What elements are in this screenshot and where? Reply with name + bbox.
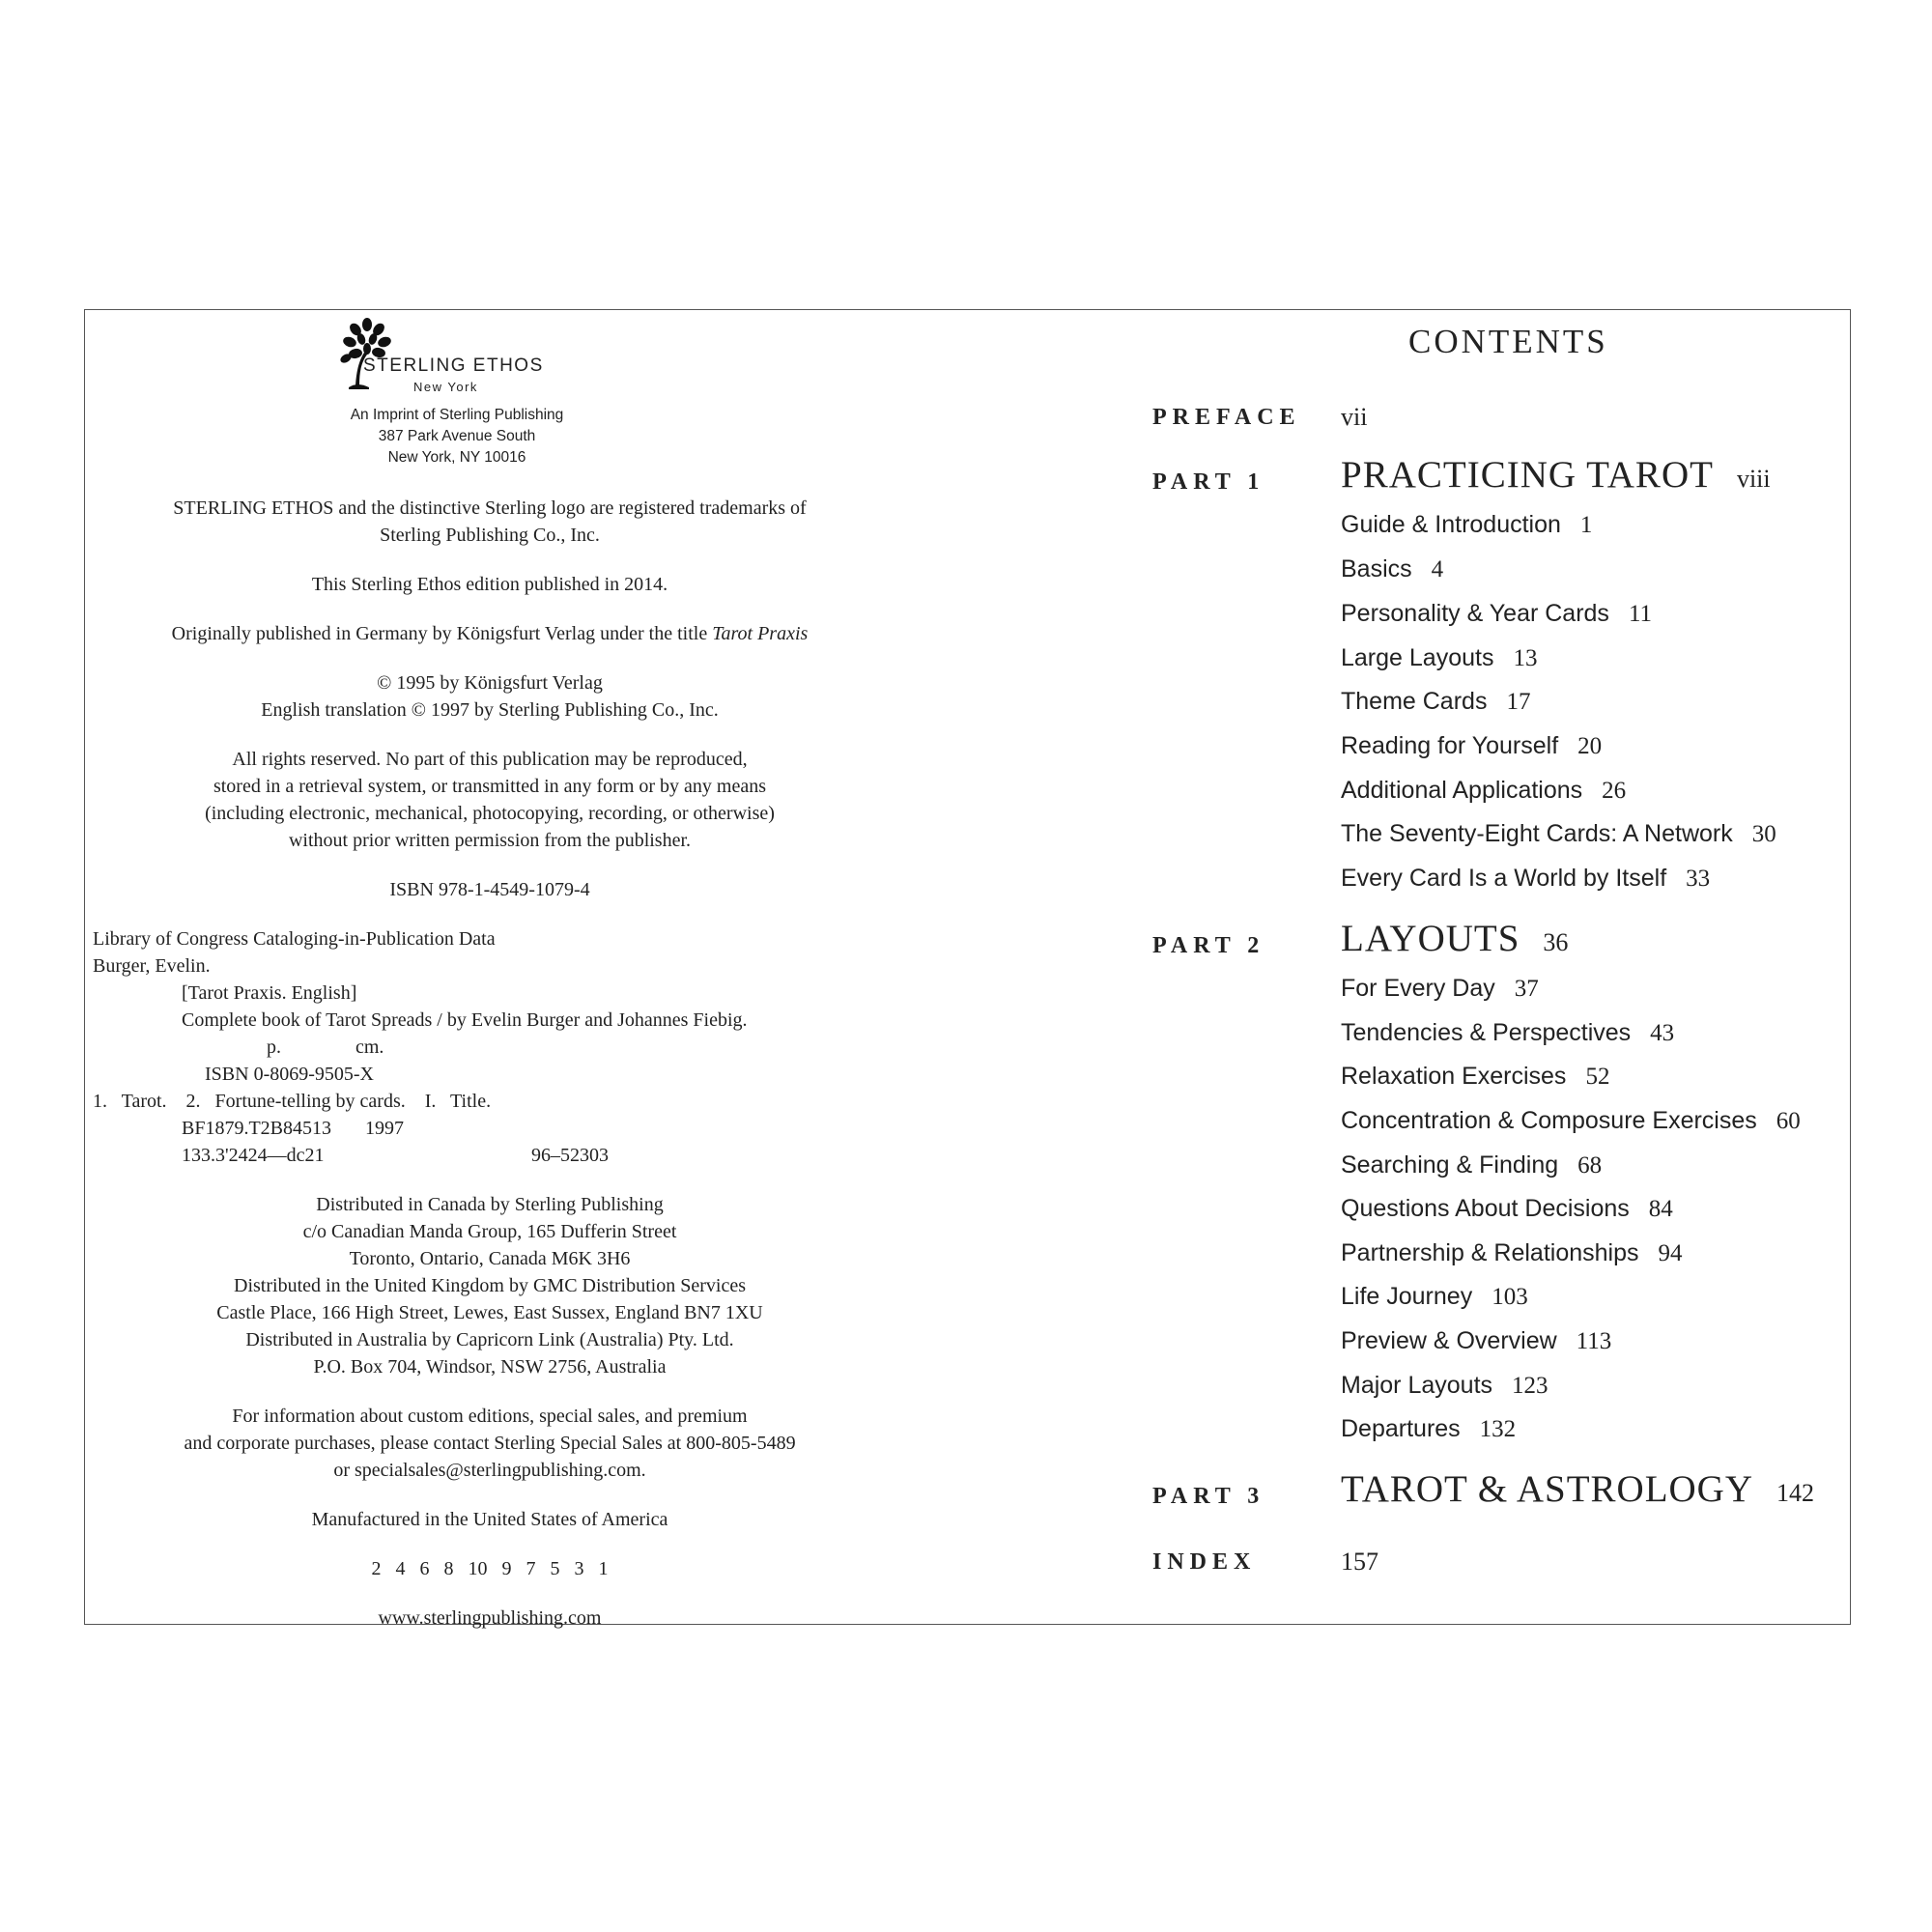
part-2-title-text: LAYOUTS xyxy=(1341,918,1520,959)
toc-item-title: Reading for Yourself xyxy=(1341,732,1559,759)
toc-item-title: Questions About Decisions xyxy=(1341,1195,1630,1222)
toc-item xyxy=(1341,1019,1674,1047)
toc-item-title: Theme Cards xyxy=(1341,688,1488,715)
imprint-line: New York, NY 10016 xyxy=(387,449,526,466)
isbn-line: ISBN 978-1-4549-1079-4 xyxy=(389,879,590,900)
cip-dewey: 133.3'2424—dc21 xyxy=(182,1145,325,1166)
cip-uniform-title: [Tarot Praxis. English] xyxy=(182,982,357,1004)
cip-cm: cm. xyxy=(355,1037,384,1058)
toc-item xyxy=(1341,644,1537,672)
distribution-line: c/o Canadian Manda Group, 165 Dufferin Street xyxy=(302,1221,677,1242)
sales-line: For information about custom editions, special sales, and premium xyxy=(232,1406,748,1427)
cip-subjects: 1. Tarot. 2. Fortune-telling by cards. I. Title. xyxy=(93,1091,492,1112)
part-1-title xyxy=(1341,453,1771,497)
toc-item-page: 11 xyxy=(1628,601,1653,627)
toc-item-title: Partnership & Relationships xyxy=(1341,1239,1639,1266)
part-1-page: viii xyxy=(1736,465,1771,493)
preface-page: vii xyxy=(1341,403,1368,431)
toc-item xyxy=(1341,1283,1528,1311)
toc-item-page: 20 xyxy=(1577,733,1603,759)
part-3-title-text: TAROT & ASTROLOGY xyxy=(1341,1468,1754,1510)
toc-item-page: 103 xyxy=(1492,1284,1528,1310)
toc-item-title: Preview & Overview xyxy=(1341,1327,1557,1354)
distribution-line: Distributed in Australia by Capricorn Link (Australia) Pty. Ltd. xyxy=(245,1329,734,1350)
part-1-title-text: PRACTICING TAROT xyxy=(1341,454,1714,496)
toc-item xyxy=(1341,555,1443,583)
imprint-line: An Imprint of Sterling Publishing xyxy=(350,407,564,423)
cip-year: 1997 xyxy=(365,1118,404,1139)
preface-label: PREFACE xyxy=(1152,405,1301,430)
toc-item-page: 4 xyxy=(1431,556,1444,582)
toc-item xyxy=(1341,688,1530,716)
distribution-line: Distributed in Canada by Sterling Publishing xyxy=(316,1194,664,1215)
original-title: Tarot Praxis xyxy=(712,623,809,644)
toc-item-title: Large Layouts xyxy=(1341,644,1494,671)
original-publication-line xyxy=(85,620,895,647)
toc-item-page: 60 xyxy=(1776,1108,1801,1134)
trademark-line: STERLING ETHOS and the distinctive Sterling logo are registered trademarks of xyxy=(173,497,807,519)
toc-item xyxy=(1341,777,1626,805)
part-2-page: 36 xyxy=(1543,928,1569,956)
toc-item-page: 17 xyxy=(1506,689,1531,715)
distribution-line: P.O. Box 704, Windsor, NSW 2756, Australia xyxy=(313,1356,667,1378)
toc-item-title: For Every Day xyxy=(1341,975,1495,1002)
rights-line: without prior written permission from the publisher. xyxy=(288,830,692,851)
toc-item xyxy=(1341,1327,1611,1355)
toc-item-title: Tendencies & Perspectives xyxy=(1341,1019,1632,1046)
publisher-city: New York xyxy=(413,380,478,394)
part-2-title xyxy=(1341,917,1568,960)
toc-item-page: 52 xyxy=(1585,1064,1610,1090)
toc-item xyxy=(1341,820,1776,848)
toc-item-title: Major Layouts xyxy=(1341,1372,1493,1399)
toc-item-title: Searching & Finding xyxy=(1341,1151,1559,1179)
cip-author: Burger, Evelin. xyxy=(93,955,211,977)
publisher-name: STERLING ETHOS xyxy=(363,355,544,376)
sales-line: and corporate purchases, please contact Sterling Special Sales at 800-805-5489 xyxy=(184,1433,796,1454)
distribution-line: Castle Place, 166 High Street, Lewes, East Sussex, England BN7 1XU xyxy=(216,1302,763,1323)
contents-page xyxy=(895,310,1850,1624)
index-label: INDEX xyxy=(1152,1549,1257,1575)
printing-line: 2 4 6 8 10 9 7 5 3 1 xyxy=(371,1558,609,1579)
toc-item xyxy=(1341,1107,1801,1135)
toc-item xyxy=(1341,1151,1602,1179)
rights-line: stored in a retrieval system, or transmitted in any form or by any means xyxy=(213,776,767,797)
toc-item-title: Guide & Introduction xyxy=(1341,511,1561,538)
cip-isbn: ISBN 0-8069-9505-X xyxy=(205,1064,374,1085)
copyright-line: © 1995 by Königsfurt Verlag xyxy=(377,672,603,694)
rights-line: (including electronic, mechanical, photocopying, recording, or otherwise) xyxy=(205,803,775,824)
distribution-line: Distributed in the United Kingdom by GMC Distribution Services xyxy=(234,1275,746,1296)
toc-item-page: 33 xyxy=(1686,866,1711,892)
toc-item-page: 1 xyxy=(1579,512,1593,538)
distribution-line: Toronto, Ontario, Canada M6K 3H6 xyxy=(349,1248,631,1269)
imprint-line: 387 Park Avenue South xyxy=(378,428,536,444)
toc-item-page: 84 xyxy=(1648,1196,1673,1222)
contents-title: CONTENTS xyxy=(1408,323,1608,360)
toc-item-title: Personality & Year Cards xyxy=(1341,600,1609,627)
sales-line: or specialsales@sterlingpublishing.com. xyxy=(333,1460,646,1481)
manufactured-line: Manufactured in the United States of America xyxy=(311,1509,668,1530)
edition-line: This Sterling Ethos edition published in 2014. xyxy=(311,574,668,595)
part-1-label: PART 1 xyxy=(1152,469,1265,495)
toc-item-page: 113 xyxy=(1576,1328,1612,1354)
cip-p: p. xyxy=(267,1037,281,1058)
copyright-page xyxy=(85,310,895,1629)
trademark-line: Sterling Publishing Co., Inc. xyxy=(380,525,600,546)
toc-item xyxy=(1341,975,1539,1003)
copyright-line: English translation © 1997 by Sterling Publishing Co., Inc. xyxy=(261,699,719,721)
cip-lccn: 96–52303 xyxy=(531,1145,609,1166)
toc-item-title: Concentration & Composure Exercises xyxy=(1341,1107,1757,1134)
toc-item-page: 68 xyxy=(1577,1152,1603,1179)
toc-item-page: 123 xyxy=(1512,1373,1548,1399)
part-3-label: PART 3 xyxy=(1152,1484,1265,1509)
toc-item xyxy=(1341,1372,1548,1400)
toc-item-page: 30 xyxy=(1751,821,1776,847)
part-3-page: 142 xyxy=(1776,1479,1815,1507)
toc-item xyxy=(1341,1239,1683,1267)
book-spread xyxy=(84,309,1851,1629)
tree-icon xyxy=(317,310,665,397)
part-3-title xyxy=(1341,1467,1814,1511)
toc-item-page: 132 xyxy=(1479,1416,1517,1442)
toc-item-title: Life Journey xyxy=(1341,1283,1473,1310)
toc-item-title: Additional Applications xyxy=(1341,777,1583,804)
imprint-block xyxy=(240,405,674,469)
toc-item-title: Relaxation Exercises xyxy=(1341,1063,1567,1090)
toc-item xyxy=(1341,732,1602,760)
toc-item-page: 26 xyxy=(1602,778,1627,804)
toc-item xyxy=(1341,511,1592,539)
original-prefix: Originally published in Germany by Königsfurt Verlag under the title xyxy=(171,623,713,644)
toc-item-page: 37 xyxy=(1514,976,1539,1002)
index-page: 157 xyxy=(1341,1548,1378,1576)
toc-item xyxy=(1341,1195,1673,1223)
toc-item xyxy=(1341,1415,1516,1443)
cip-heading: Library of Congress Cataloging-in-Publication Data xyxy=(93,928,496,950)
cip-class: BF1879.T2B84513 xyxy=(182,1118,332,1139)
toc-item-page: 43 xyxy=(1650,1020,1675,1046)
part-2-label: PART 2 xyxy=(1152,933,1265,958)
toc-item-title: Basics xyxy=(1341,555,1412,582)
website-link[interactable]: www.sterlingpublishing.com xyxy=(378,1607,602,1629)
toc-item xyxy=(1341,865,1710,893)
toc-item-title: Departures xyxy=(1341,1415,1461,1442)
toc-item xyxy=(1341,600,1652,628)
toc-item-page: 13 xyxy=(1513,645,1538,671)
toc-item xyxy=(1341,1063,1609,1091)
toc-item-page: 94 xyxy=(1658,1240,1683,1266)
toc-item-title: The Seventy-Eight Cards: A Network xyxy=(1341,820,1733,847)
rights-line: All rights reserved. No part of this publication may be reproduced, xyxy=(232,749,748,770)
toc-item-title: Every Card Is a World by Itself xyxy=(1341,865,1667,892)
cip-title: Complete book of Tarot Spreads / by Evelin Burger and Johannes Fiebig. xyxy=(182,1009,748,1031)
